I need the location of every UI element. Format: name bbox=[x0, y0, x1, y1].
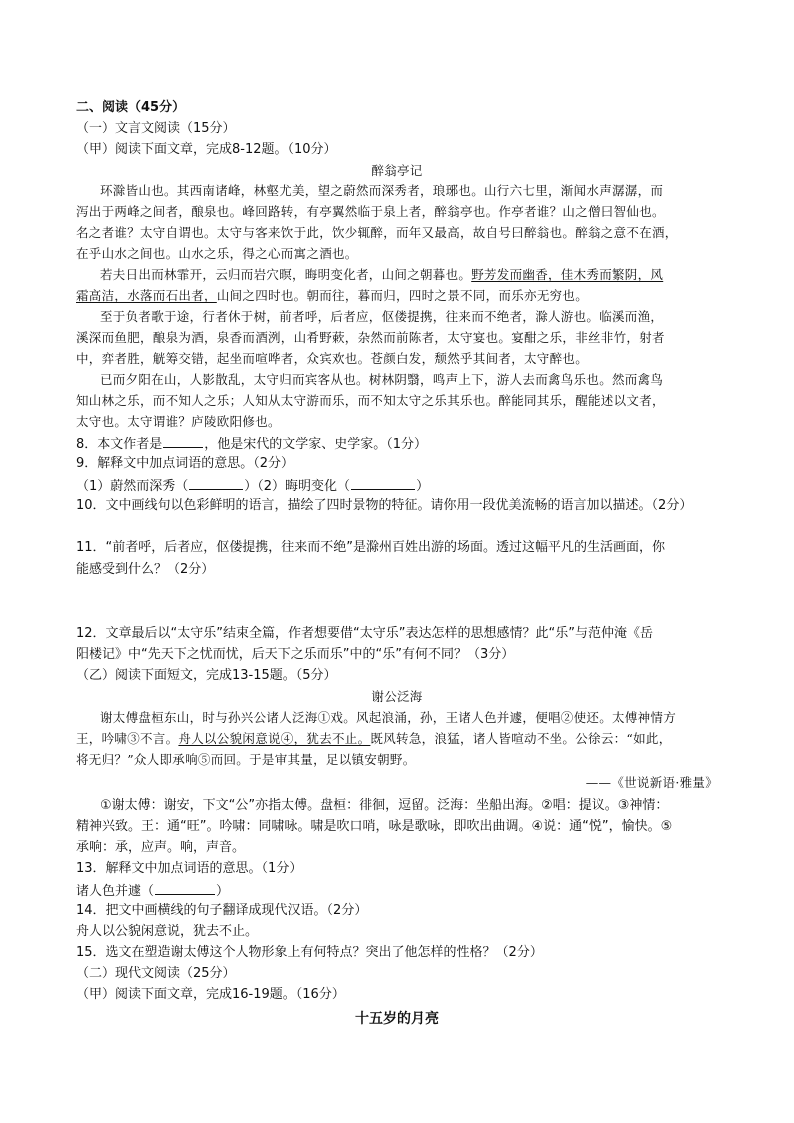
question-13: 13．解释文中加点词语的意思。（1分） bbox=[76, 861, 303, 876]
annotation-line: ①谢太傅：谢安，下文“公”亦指太傅。盘桓：徘徊，逗留。泛海：坐船出海。②唱：提议。③神情： bbox=[100, 798, 669, 813]
text1-line: 知山林之乐，而不知人之乐；人知从太守游而乐，而不知太守之乐其乐也。醉能同其乐，醒能述以文者， bbox=[76, 393, 665, 408]
jia-intro: （甲）阅读下面文章，完成8-12题。（10分） bbox=[76, 142, 337, 157]
text1-line: 名之者谁？太守自谓也。太守与客来饮于此，饮少辄醉，而年又最高，故自号曰醉翁也。醉翁之意不在酒， bbox=[76, 225, 678, 240]
text2-line: 将无归？”众人即承响⑤而回。于是审其量，足以镇安朝野。 bbox=[76, 752, 416, 767]
question-10: 10．文中画线句以色彩鲜明的语言，描绘了四时景物的特征。请你用一段优美流畅的语言加以描述。（2分） bbox=[76, 498, 693, 513]
question-14-sentence: 舟人以公貌闲意说，犹去不止。 bbox=[76, 924, 259, 939]
text1-line: 泻出于两峰之间者，酿泉也。峰回路转，有亭翼然临于泉上者，醉翁亭也。作亭者谁？山之僧曰智仙也。 bbox=[76, 204, 665, 219]
question-11-cont: 能感受到什么？（2分） bbox=[76, 562, 215, 577]
text1-title: 醉翁亭记 bbox=[371, 163, 423, 178]
annotation-line: 精神兴致。王：通“旺”。吟啸：同啸咏。啸是吹口哨，咏是歌咏，即吹出曲调。④说：通“悦”，愉快。⑤ bbox=[76, 819, 673, 834]
answer-blank[interactable] bbox=[189, 476, 243, 490]
text1-line: 已而夕阳在山，人影散乱，太守归而宾客从也。树林阴翳，鸣声上下，游人去而禽鸟乐也。然而禽鸟 bbox=[100, 372, 664, 387]
question-9: 9．解释文中加点词语的意思。（2分） bbox=[76, 456, 295, 471]
text1-line: 至于负者歌于途，行者休于树，前者呼，后者应，伛偻提携，往来而不绝者，滁人游也。临溪而渔， bbox=[100, 309, 664, 324]
text1-line: 溪深而鱼肥，酿泉为酒，泉香而酒洌，山肴野蔌，杂然而前陈者，太守宴也。宴酣之乐，非丝非竹，射者 bbox=[76, 330, 665, 345]
question-12-cont: 阳楼记》中“先天下之忧而忧，后天下之乐而乐”中的“乐”有何不同？（3分） bbox=[76, 647, 515, 662]
text1-segment: 若夫日出而林霏开，云归而岩穴暝，晦明变化者，山间之朝暮也。 bbox=[100, 267, 472, 282]
section-heading: 二、阅读（45分） bbox=[76, 100, 186, 115]
underlined-sentence: 霜高洁，水落而石出者， bbox=[76, 288, 217, 303]
yi-intro: （乙）阅读下面短文，完成13-15题。（5分） bbox=[76, 668, 337, 683]
question-13-item: 诸人色并遽（ ） bbox=[76, 881, 229, 901]
underlined-sentence: 野芳发而幽香，佳木秀而繁阴，风 bbox=[471, 267, 664, 282]
text1-line: 在乎山水之间也。山水之乐，得之心而寓之酒也。 bbox=[76, 246, 358, 261]
text1-line: 太守也。太守谓谁？庐陵欧阳修也。 bbox=[76, 414, 281, 429]
text1-line: 环滁皆山也。其西南诸峰，林壑尤美，望之蔚然而深秀者，琅琊也。山行六七里，渐闻水声潺潺，而 bbox=[100, 183, 664, 198]
question-12: 12．文章最后以“太守乐”结束全篇，作者想要借“太守乐”表达怎样的思想感情？此“乐”与范仲淹《岳 bbox=[76, 626, 653, 641]
modern-article-title: 十五岁的月亮 bbox=[355, 1011, 439, 1027]
text2-title: 谢公泛海 bbox=[371, 689, 423, 704]
modern-jia-intro: （甲）阅读下面文章，完成16-19题。（16分） bbox=[76, 987, 345, 1002]
answer-blank[interactable] bbox=[163, 434, 203, 448]
question-9-items: （1）蔚然而深秀（ ）（2）晦明变化（ ） bbox=[76, 476, 429, 496]
question-11: 11．“前者呼，后者应，伛偻提携，往来而不绝”是滁州百姓出游的场面。透过这幅平凡的生活画面，你 bbox=[76, 540, 666, 555]
text2-source: ——《世说新语·雅量》 bbox=[585, 775, 718, 790]
underlined-sentence: 舟人以公貌闲意说④，犹去不止。 bbox=[178, 731, 371, 746]
modern-reading-heading: （二）现代文阅读（25分） bbox=[76, 966, 236, 981]
text1-line bbox=[100, 266, 663, 284]
question-8: 8．本文作者是 ，他是宋代的文学家、史学家。（1分） bbox=[76, 434, 427, 454]
text2-line: 王，吟啸③不言。舟人以公貌闲意说④，犹去不止。既风转急，浪猛，诸人皆喧动不坐。公徐云：“如此， bbox=[76, 731, 672, 746]
classical-reading-heading: （一）文言文阅读（15分） bbox=[76, 121, 236, 136]
answer-blank[interactable] bbox=[351, 476, 415, 490]
text2-line: 谢太傅盘桓东山，时与孙兴公诸人泛海①戏。风起浪涌，孙，王诸人色并遽，便唱②使还。太傅神情方 bbox=[100, 710, 677, 725]
answer-blank[interactable] bbox=[155, 881, 215, 895]
text1-line bbox=[76, 287, 588, 305]
annotation-line: 承响：承，应声。响，声音。 bbox=[76, 840, 246, 855]
question-14: 14．把文中画横线的句子翻译成现代汉语。（2分） bbox=[76, 903, 368, 918]
text1-segment: 山间之四时也。朝而往，暮而归，四时之景不同，而乐亦无穷也。 bbox=[216, 288, 589, 303]
text1-line: 中，弈者胜，觥筹交错，起坐而喧哗者，众宾欢也。苍颜白发，颓然乎其间者，太守醉也。 bbox=[76, 351, 589, 366]
question-15: 15．选文在塑造谢太傅这个人物形象上有何特点？突出了他怎样的性格？（2分） bbox=[76, 945, 543, 960]
